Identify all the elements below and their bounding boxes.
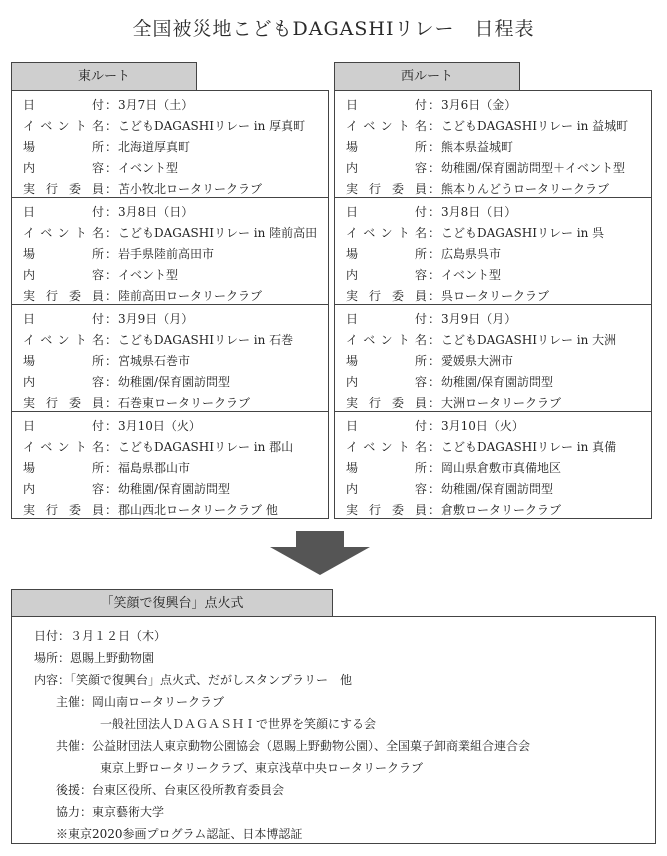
event-label: イベント名 [346, 226, 427, 240]
separator: ： [427, 503, 440, 517]
date-value: 3月10日（火） [441, 419, 524, 433]
date-value: 3月8日（日） [118, 205, 194, 219]
committee-label: 実行委員 [23, 289, 104, 303]
date-value: 3月6日（金） [441, 98, 517, 112]
place-label: 場 所 [23, 247, 104, 261]
content-label: 内 容 [23, 268, 104, 282]
separator: ： [427, 119, 440, 133]
place-row [12, 137, 328, 158]
date-label: 日 付 [23, 419, 104, 433]
event-row [335, 223, 651, 244]
separator: ： [104, 182, 117, 196]
content-row [335, 479, 651, 500]
separator: ： [104, 289, 117, 303]
committee-row [335, 500, 651, 521]
event-card [12, 198, 328, 305]
place-label: 場 所 [346, 461, 427, 475]
date-label: 日 付 [346, 419, 427, 433]
committee-row [12, 179, 328, 200]
separator: ： [104, 419, 117, 433]
down-arrow-icon [270, 531, 370, 575]
content-label: 内 容 [346, 268, 427, 282]
date-row [335, 202, 651, 223]
separator: ： [104, 247, 117, 261]
separator: ： [427, 333, 440, 347]
place-label: 場 所 [346, 247, 427, 261]
committee-value: 大洲ロータリークラブ [441, 396, 562, 410]
date-value: 3月9日（月） [441, 312, 517, 326]
date-row [12, 416, 328, 437]
committee-label: 実行委員 [346, 289, 427, 303]
place-row [335, 351, 651, 372]
content-value: 幼稚園/保育園訪問型 [441, 482, 554, 496]
separator: ： [104, 503, 117, 517]
ceremony-cohost: 共催：公益財団法人東京動物公園協会（恩賜上野動物公園）、全国菓子卸商業組合連合会 [56, 739, 531, 753]
date-label: 日 付 [346, 205, 427, 219]
place-value: 岡山県倉敷市真備地区 [441, 461, 562, 475]
separator: ： [427, 289, 440, 303]
content-label: 内 容 [23, 161, 104, 175]
event-row [335, 437, 651, 458]
event-value: こどもDAGASHIリレー in 陸前高田 [118, 226, 318, 240]
place-label: 場 所 [23, 354, 104, 368]
content-label: 内 容 [23, 375, 104, 389]
content-value: イベント型 [441, 268, 502, 282]
committee-row [335, 179, 651, 200]
event-card [12, 305, 328, 412]
event-row [12, 330, 328, 351]
event-value: こどもDAGASHIリレー in 郡山 [118, 440, 294, 454]
ceremony-date: 日付：３月１２日（木） [34, 629, 167, 643]
event-value: こどもDAGASHIリレー in 厚真町 [118, 119, 306, 133]
separator: ： [104, 140, 117, 154]
place-row [12, 351, 328, 372]
event-row [12, 223, 328, 244]
ceremony-section [11, 589, 656, 844]
content-value: 幼稚園/保育園訪問型＋イベント型 [441, 161, 626, 175]
place-row [12, 244, 328, 265]
event-row [12, 437, 328, 458]
event-card [12, 412, 328, 519]
committee-row [12, 286, 328, 307]
separator: ： [427, 461, 440, 475]
committee-value: 熊本りんどうロータリークラブ [441, 182, 610, 196]
date-row [12, 202, 328, 223]
content-value: イベント型 [118, 161, 179, 175]
content-label: 内 容 [23, 482, 104, 496]
place-row [12, 458, 328, 479]
content-row [12, 372, 328, 393]
separator: ： [427, 140, 440, 154]
committee-label: 実行委員 [346, 503, 427, 517]
event-card [335, 305, 651, 412]
date-row [12, 95, 328, 116]
place-row [335, 458, 651, 479]
date-row [335, 309, 651, 330]
event-label: イベント名 [346, 119, 427, 133]
separator: ： [104, 119, 117, 133]
date-value: 3月8日（日） [441, 205, 517, 219]
separator: ： [104, 268, 117, 282]
ceremony-support: 後援：台東区役所、台東区役所教育委員会 [56, 783, 285, 797]
separator: ： [427, 247, 440, 261]
separator: ： [104, 375, 117, 389]
event-value: こどもDAGASHIリレー in 石巻 [118, 333, 294, 347]
event-value: こどもDAGASHIリレー in 益城町 [441, 119, 629, 133]
place-label: 場 所 [346, 354, 427, 368]
committee-row [335, 393, 651, 414]
committee-value: 石巻東ロータリークラブ [118, 396, 251, 410]
committee-label: 実行委員 [23, 182, 104, 196]
content-row [12, 265, 328, 286]
event-card [335, 91, 651, 198]
content-value: イベント型 [118, 268, 179, 282]
date-value: 3月7日（土） [118, 98, 194, 112]
date-row [335, 95, 651, 116]
separator: ： [104, 461, 117, 475]
committee-label: 実行委員 [346, 396, 427, 410]
content-value: 幼稚園/保育園訪問型 [441, 375, 554, 389]
separator: ： [427, 396, 440, 410]
east-events [11, 90, 329, 519]
event-card [335, 412, 651, 519]
separator: ： [427, 205, 440, 219]
place-value: 岩手県陸前高田市 [118, 247, 215, 261]
committee-label: 実行委員 [23, 396, 104, 410]
committee-label: 実行委員 [23, 503, 104, 517]
place-value: 熊本県益城町 [441, 140, 514, 154]
separator: ： [104, 354, 117, 368]
event-row [335, 330, 651, 351]
west-events [334, 90, 652, 519]
place-label: 場 所 [23, 461, 104, 475]
event-card [335, 198, 651, 305]
east-route-heading: 東ルート [11, 62, 197, 90]
ceremony-heading: 「笑顔で復興台」点火式 [11, 589, 333, 616]
separator: ： [427, 226, 440, 240]
east-route [11, 62, 329, 519]
separator: ： [104, 226, 117, 240]
separator: ： [427, 268, 440, 282]
committee-row [12, 500, 328, 521]
date-label: 日 付 [23, 312, 104, 326]
west-route [334, 62, 652, 519]
place-row [335, 244, 651, 265]
content-row [12, 479, 328, 500]
ceremony-cooperation: 協力：東京藝術大学 [56, 805, 165, 819]
date-label: 日 付 [346, 98, 427, 112]
place-value: 福島県郡山市 [118, 461, 191, 475]
event-label: イベント名 [23, 440, 104, 454]
separator: ： [427, 419, 440, 433]
separator: ： [104, 98, 117, 112]
ceremony-details [11, 616, 656, 844]
place-value: 広島県呉市 [441, 247, 502, 261]
separator: ： [427, 482, 440, 496]
separator: ： [427, 182, 440, 196]
content-label: 内 容 [346, 161, 427, 175]
committee-label: 実行委員 [346, 182, 427, 196]
ceremony-host: 主催：岡山南ロータリークラブ [56, 695, 225, 709]
place-value: 宮城県石巻市 [118, 354, 191, 368]
place-label: 場 所 [346, 140, 427, 154]
date-value: 3月10日（火） [118, 419, 201, 433]
separator: ： [104, 482, 117, 496]
committee-value: 郡山西北ロータリークラブ 他 [118, 503, 278, 517]
content-label: 内 容 [346, 375, 427, 389]
ceremony-note: ※東京2020参画プログラム認証、日本博認証 [56, 827, 303, 841]
event-row [12, 116, 328, 137]
event-label: イベント名 [346, 440, 427, 454]
separator: ： [104, 205, 117, 219]
separator: ： [427, 375, 440, 389]
place-value: 北海道厚真町 [118, 140, 191, 154]
event-label: イベント名 [346, 333, 427, 347]
event-label: イベント名 [23, 333, 104, 347]
separator: ： [104, 333, 117, 347]
ceremony-place: 場所：恩賜上野動物園 [34, 651, 155, 665]
committee-row [335, 286, 651, 307]
separator: ： [104, 396, 117, 410]
separator: ： [427, 354, 440, 368]
event-label: イベント名 [23, 119, 104, 133]
down-arrow-shape [270, 531, 370, 575]
content-value: 幼稚園/保育園訪問型 [118, 375, 231, 389]
committee-value: 倉敷ロータリークラブ [441, 503, 562, 517]
content-value: 幼稚園/保育園訪問型 [118, 482, 231, 496]
content-row [12, 158, 328, 179]
separator: ： [104, 440, 117, 454]
committee-row [12, 393, 328, 414]
separator: ： [104, 161, 117, 175]
content-row [335, 372, 651, 393]
separator: ： [427, 440, 440, 454]
date-row [12, 309, 328, 330]
ceremony-host-2: 一般社団法人ＤＡＧＡＳＨＩで世界を笑顔にする会 [100, 717, 377, 731]
date-row [335, 416, 651, 437]
date-value: 3月9日（月） [118, 312, 194, 326]
separator: ： [427, 161, 440, 175]
place-row [335, 137, 651, 158]
ceremony-cohost-2: 東京上野ロータリークラブ、東京浅草中央ロータリークラブ [100, 761, 424, 775]
page-title: 全国被災地こどもDAGASHIリレー 日程表 [132, 18, 535, 40]
content-label: 内 容 [346, 482, 427, 496]
event-row [335, 116, 651, 137]
committee-value: 呉ロータリークラブ [441, 289, 550, 303]
content-row [335, 158, 651, 179]
separator: ： [427, 98, 440, 112]
event-value: こどもDAGASHIリレー in 大洲 [441, 333, 617, 347]
event-label: イベント名 [23, 226, 104, 240]
committee-value: 陸前高田ロータリークラブ [118, 289, 263, 303]
place-label: 場 所 [23, 140, 104, 154]
separator: ： [104, 312, 117, 326]
date-label: 日 付 [23, 98, 104, 112]
committee-value: 苫小牧北ロータリークラブ [118, 182, 263, 196]
date-label: 日 付 [346, 312, 427, 326]
west-route-heading: 西ルート [334, 62, 520, 90]
event-value: こどもDAGASHIリレー in 呉 [441, 226, 605, 240]
place-value: 愛媛県大洲市 [441, 354, 514, 368]
separator: ： [427, 312, 440, 326]
date-label: 日 付 [23, 205, 104, 219]
ceremony-content: 内容：「笑顔で復興台」点火式、だがしスタンプラリー 他 [34, 673, 353, 687]
content-row [335, 265, 651, 286]
event-card [12, 91, 328, 198]
event-value: こどもDAGASHIリレー in 真備 [441, 440, 617, 454]
